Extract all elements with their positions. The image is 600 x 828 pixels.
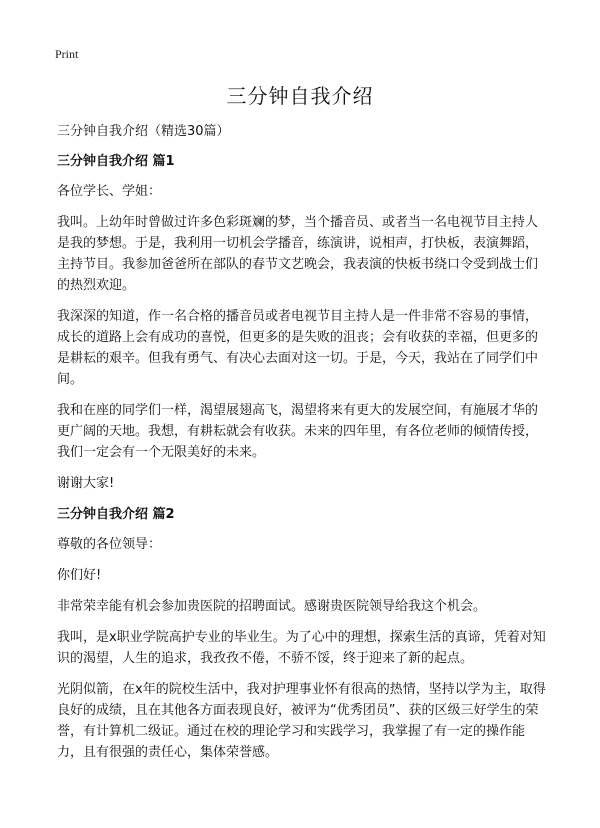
document-subtitle: 三分钟自我介绍（精选30篇） [57, 124, 230, 139]
print-label: Print [55, 47, 79, 61]
page-title: 三分钟自我介绍 [226, 84, 374, 108]
paragraph: 我叫。上幼年时曾做过许多色彩斑斓的梦，当个播音员、或者当一名电视节目主持人是我的梦想。于是，我利用一切机会学播音，练演讲，说相声，打快板，表演舞蹈，主持节目。我参加爸爸所在部队的春节文艺晚会，我表演的快板书绕口令受到战士们的热烈欢迎。 [57, 215, 539, 293]
section-heading: 三分钟自我介绍 篇2 [57, 507, 175, 522]
greeting: 你们好! [57, 568, 102, 583]
paragraph: 我叫，是x职业学院高护专业的毕业生。为了心中的理想，探索生活的真谛，凭着对知识的渴望，人生的追求，我孜孜不倦，不骄不馁，终于迎来了新的起点。 [57, 630, 546, 666]
greeting: 尊敬的各位领导： [57, 537, 162, 552]
paragraph: 我深深的知道，作一名合格的播音员或者电视节目主持人是一件非常不容易的事情，成长的道路上会有成功的喜悦，但更多的是失败的沮丧；会有收获的幸福，但更多的是耕耘的艰辛。但我有勇气、有决心去面对这一切。于是，今天，我站在了同学们中间。 [57, 309, 539, 387]
paragraph: 光阴似箭，在x年的院校生活中，我对护理事业怀有很高的热情，坚持以学为主，取得良好的成绩，且在其他各方面表现良好，被评为“优秀团员”、获的区级三好学生的荣誉，有计算机二级证。通过在校的理论学习和实践学习，我掌握了有一定的操作能力，且有很强的责任心，集体荣誉感。 [57, 682, 546, 760]
greeting: 各位学长、学姐： [57, 184, 162, 199]
section-heading: 三分钟自我介绍 篇1 [57, 154, 175, 169]
paragraph: 我和在座的同学们一样，渴望展翅高飞，渴望将来有更大的发展空间，有施展才华的更广阔的天地。我想，有耕耘就会有收获。未来的四年里，有各位老师的倾情传授，我们一定会有一个无限美好的未来。 [57, 403, 539, 460]
document-body [57, 121, 549, 773]
closing: 谢谢大家! [57, 476, 115, 491]
paragraph: 非常荣幸能有机会参加贵医院的招聘面试。感谢贵医院领导给我这个机会。 [57, 599, 487, 614]
